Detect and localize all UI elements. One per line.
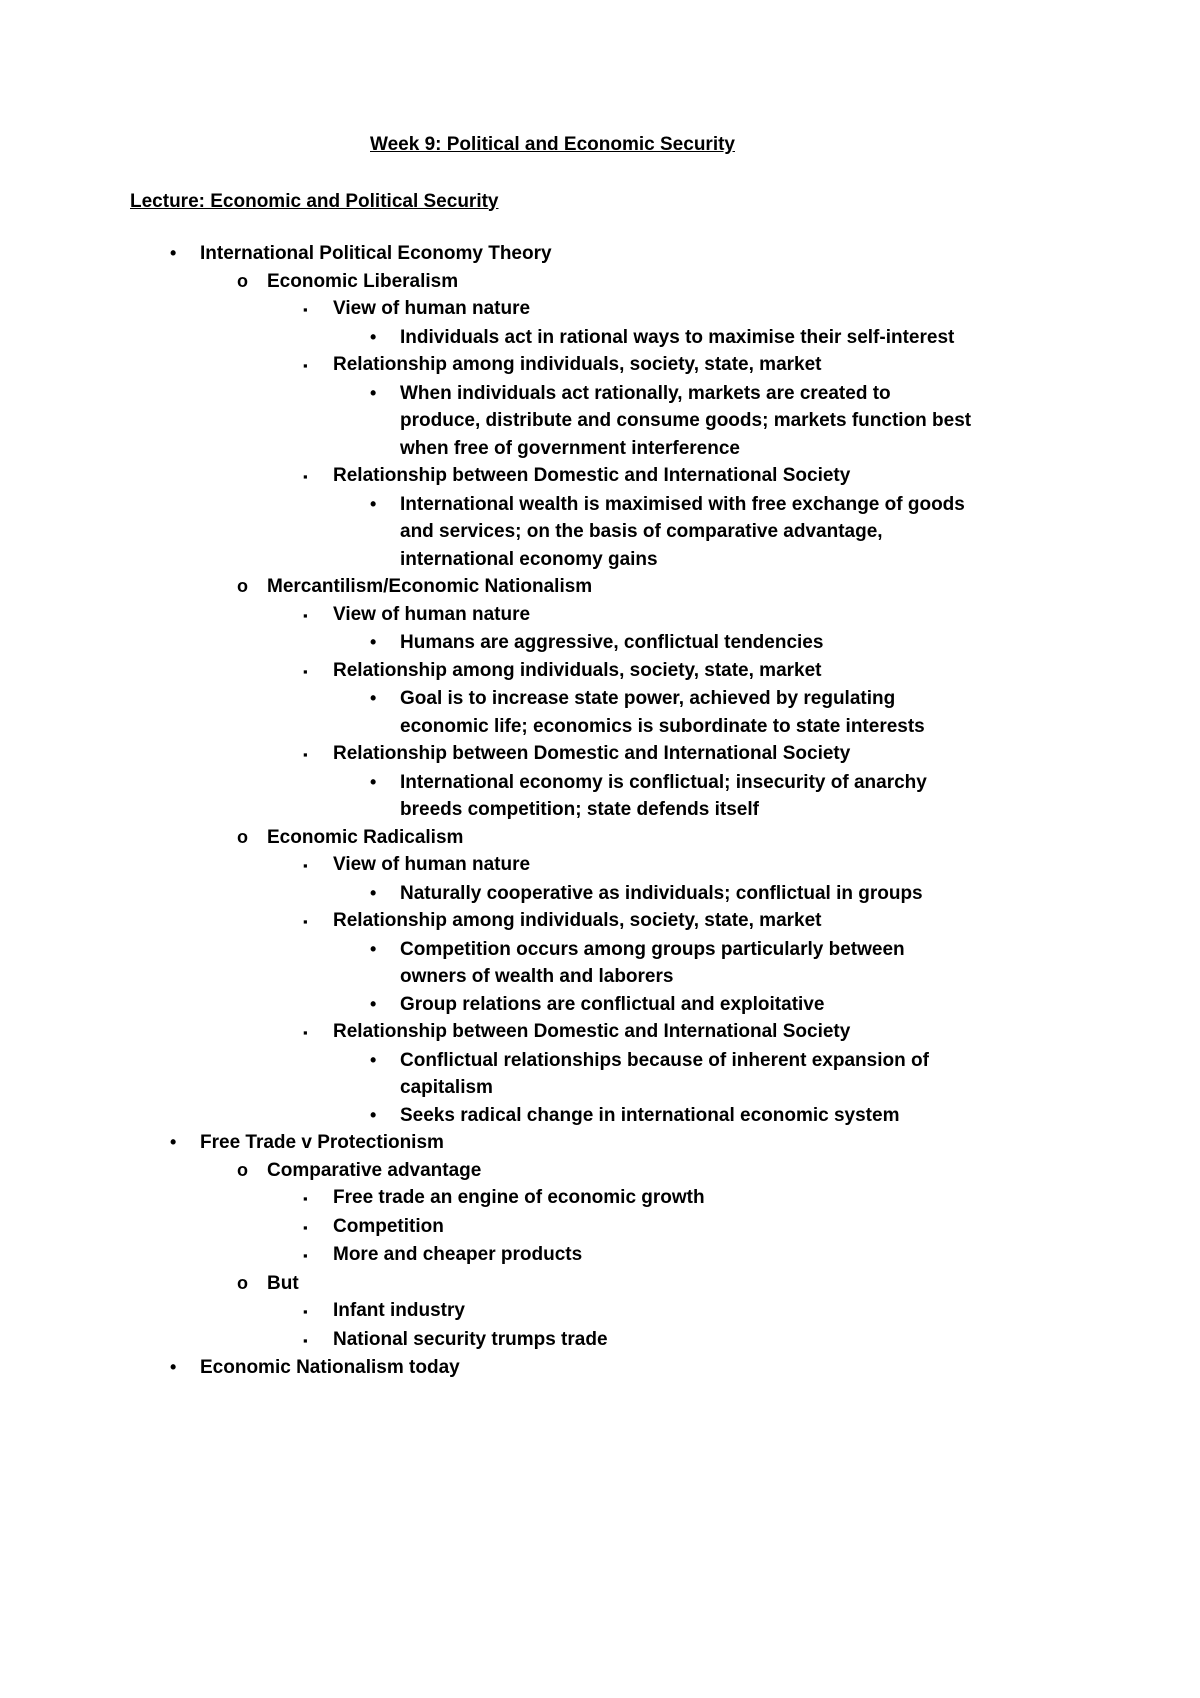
square-bullet-icon: ▪ (303, 469, 308, 484)
square-bullet-icon: ▪ (303, 747, 308, 762)
circle-bullet-icon: o (237, 576, 248, 596)
list-item (130, 462, 975, 491)
notes-list (130, 240, 975, 1382)
list-item (130, 1326, 975, 1355)
document-title: Week 9: Political and Economic Security (370, 134, 735, 155)
list-item-text: Conflictual relationships because of inherent expansion of capitalism (400, 1049, 929, 1098)
square-bullet-icon: ▪ (303, 302, 308, 317)
list-item (130, 824, 975, 852)
square-bullet-icon: ▪ (303, 1248, 308, 1263)
circle-bullet-icon: o (237, 1272, 248, 1293)
list-item (130, 657, 975, 686)
list-item-text: Relationship among individuals, society, state, market (333, 354, 822, 375)
list-item-text: More and cheaper products (333, 1244, 583, 1265)
square-bullet-icon: ▪ (303, 358, 308, 373)
list-item-text: Mercantilism/Economic Nationalism (267, 576, 593, 597)
disc-bullet-icon: • (170, 243, 177, 263)
disc-bullet-icon: • (370, 1049, 377, 1070)
list-item (130, 936, 975, 991)
list-item-text: Economic Liberalism (267, 270, 459, 292)
list-item (130, 240, 975, 268)
disc-bullet-icon: • (370, 632, 377, 652)
disc-bullet-icon: • (170, 1357, 177, 1377)
list-item (130, 380, 975, 463)
list-item (130, 1018, 975, 1047)
list-item-text: Competition (333, 1215, 444, 1237)
list-item-text: Economic Radicalism (267, 826, 464, 848)
circle-bullet-icon: o (237, 270, 248, 291)
circle-bullet-icon: o (237, 1159, 248, 1180)
square-bullet-icon: ▪ (303, 607, 308, 623)
disc-bullet-icon: • (370, 688, 377, 708)
list-item (130, 573, 975, 601)
list-item (130, 685, 975, 740)
square-bullet-icon: ▪ (303, 1304, 308, 1319)
disc-bullet-icon: • (370, 882, 377, 903)
list-item-text: Seeks radical change in international economic system (400, 1104, 900, 1126)
list-item-text: Free Trade v Protectionism (200, 1132, 444, 1153)
list-item-text: Comparative advantage (267, 1159, 482, 1181)
list-item (130, 1157, 975, 1185)
list-item (130, 1297, 975, 1326)
disc-bullet-icon: • (370, 771, 377, 792)
list-item (130, 1213, 975, 1242)
disc-bullet-icon: • (370, 938, 377, 959)
square-bullet-icon: ▪ (303, 1025, 308, 1040)
square-bullet-icon: ▪ (303, 858, 308, 873)
list-item (130, 1241, 975, 1270)
list-item-text: But (267, 1272, 299, 1294)
list-item-text: Relationship between Domestic and International Society (333, 1021, 851, 1042)
list-item (130, 1129, 975, 1157)
list-item (130, 769, 975, 824)
square-bullet-icon: ▪ (303, 1332, 308, 1348)
square-bullet-icon: ▪ (303, 914, 308, 929)
square-bullet-icon: ▪ (303, 1191, 308, 1206)
list-item (130, 629, 975, 657)
list-item (130, 1102, 975, 1130)
circle-bullet-icon: o (237, 826, 248, 847)
list-item-text: Economic Nationalism today (200, 1357, 460, 1378)
disc-bullet-icon: • (370, 493, 377, 514)
list-item-text: Naturally cooperative as individuals; conflictual in groups (400, 882, 923, 904)
section-heading: Lecture: Economic and Political Security (130, 190, 499, 212)
square-bullet-icon: ▪ (303, 663, 308, 679)
list-item-text: Competition occurs among groups particularly between owners of wealth and laborers (400, 938, 905, 987)
disc-bullet-icon: • (370, 993, 377, 1014)
list-item (130, 1184, 975, 1213)
list-item-text: Relationship among individuals, society, state, market (333, 659, 822, 681)
list-item (130, 991, 975, 1019)
list-item (130, 324, 975, 352)
list-item-text: International wealth is maximised with free exchange of goods and services; on the basis of comparative advantage, international economy gains (400, 493, 965, 570)
list-item (130, 1354, 975, 1382)
list-item-text: View of human nature (333, 298, 531, 319)
list-item-text: Group relations are conflictual and exploitative (400, 993, 825, 1015)
disc-bullet-icon: • (370, 1104, 377, 1125)
disc-bullet-icon: • (170, 1132, 177, 1152)
list-item (130, 351, 975, 380)
list-item (130, 268, 975, 296)
disc-bullet-icon: • (370, 326, 377, 347)
list-item-text: View of human nature (333, 854, 531, 875)
list-item-text: International economy is conflictual; insecurity of anarchy breeds competition; state defends itself (400, 771, 927, 820)
list-item (130, 851, 975, 880)
list-item (130, 491, 975, 574)
list-item (130, 880, 975, 908)
list-item-text: View of human nature (333, 603, 531, 625)
document-content (130, 0, 975, 1382)
list-item-text: Individuals act in rational ways to maximise their self-interest (400, 326, 955, 348)
list-item-text: Relationship between Domestic and International Society (333, 465, 851, 486)
list-item-text: Relationship between Domestic and International Society (333, 743, 851, 764)
list-item (130, 601, 975, 630)
list-item-text: Infant industry (333, 1300, 465, 1321)
list-item-text: Goal is to increase state power, achieved by regulating economic life; economics is subordinate to state interests (400, 688, 925, 737)
list-item (130, 1270, 975, 1298)
list-item (130, 907, 975, 936)
list-item-text: When individuals act rationally, markets are created to produce, distribute and consume goods; markets function best when free of government interference (400, 382, 972, 459)
list-item (130, 295, 975, 324)
square-bullet-icon: ▪ (303, 1219, 308, 1235)
list-item-text: National security trumps trade (333, 1328, 608, 1350)
list-item-text: Relationship among individuals, society, state, market (333, 910, 822, 931)
list-item-text: Humans are aggressive, conflictual tendencies (400, 632, 824, 653)
list-item (130, 740, 975, 769)
disc-bullet-icon: • (370, 382, 377, 403)
list-item-text: International Political Economy Theory (200, 243, 552, 264)
list-item-text: Free trade an engine of economic growth (333, 1187, 705, 1208)
list-item (130, 1047, 975, 1102)
